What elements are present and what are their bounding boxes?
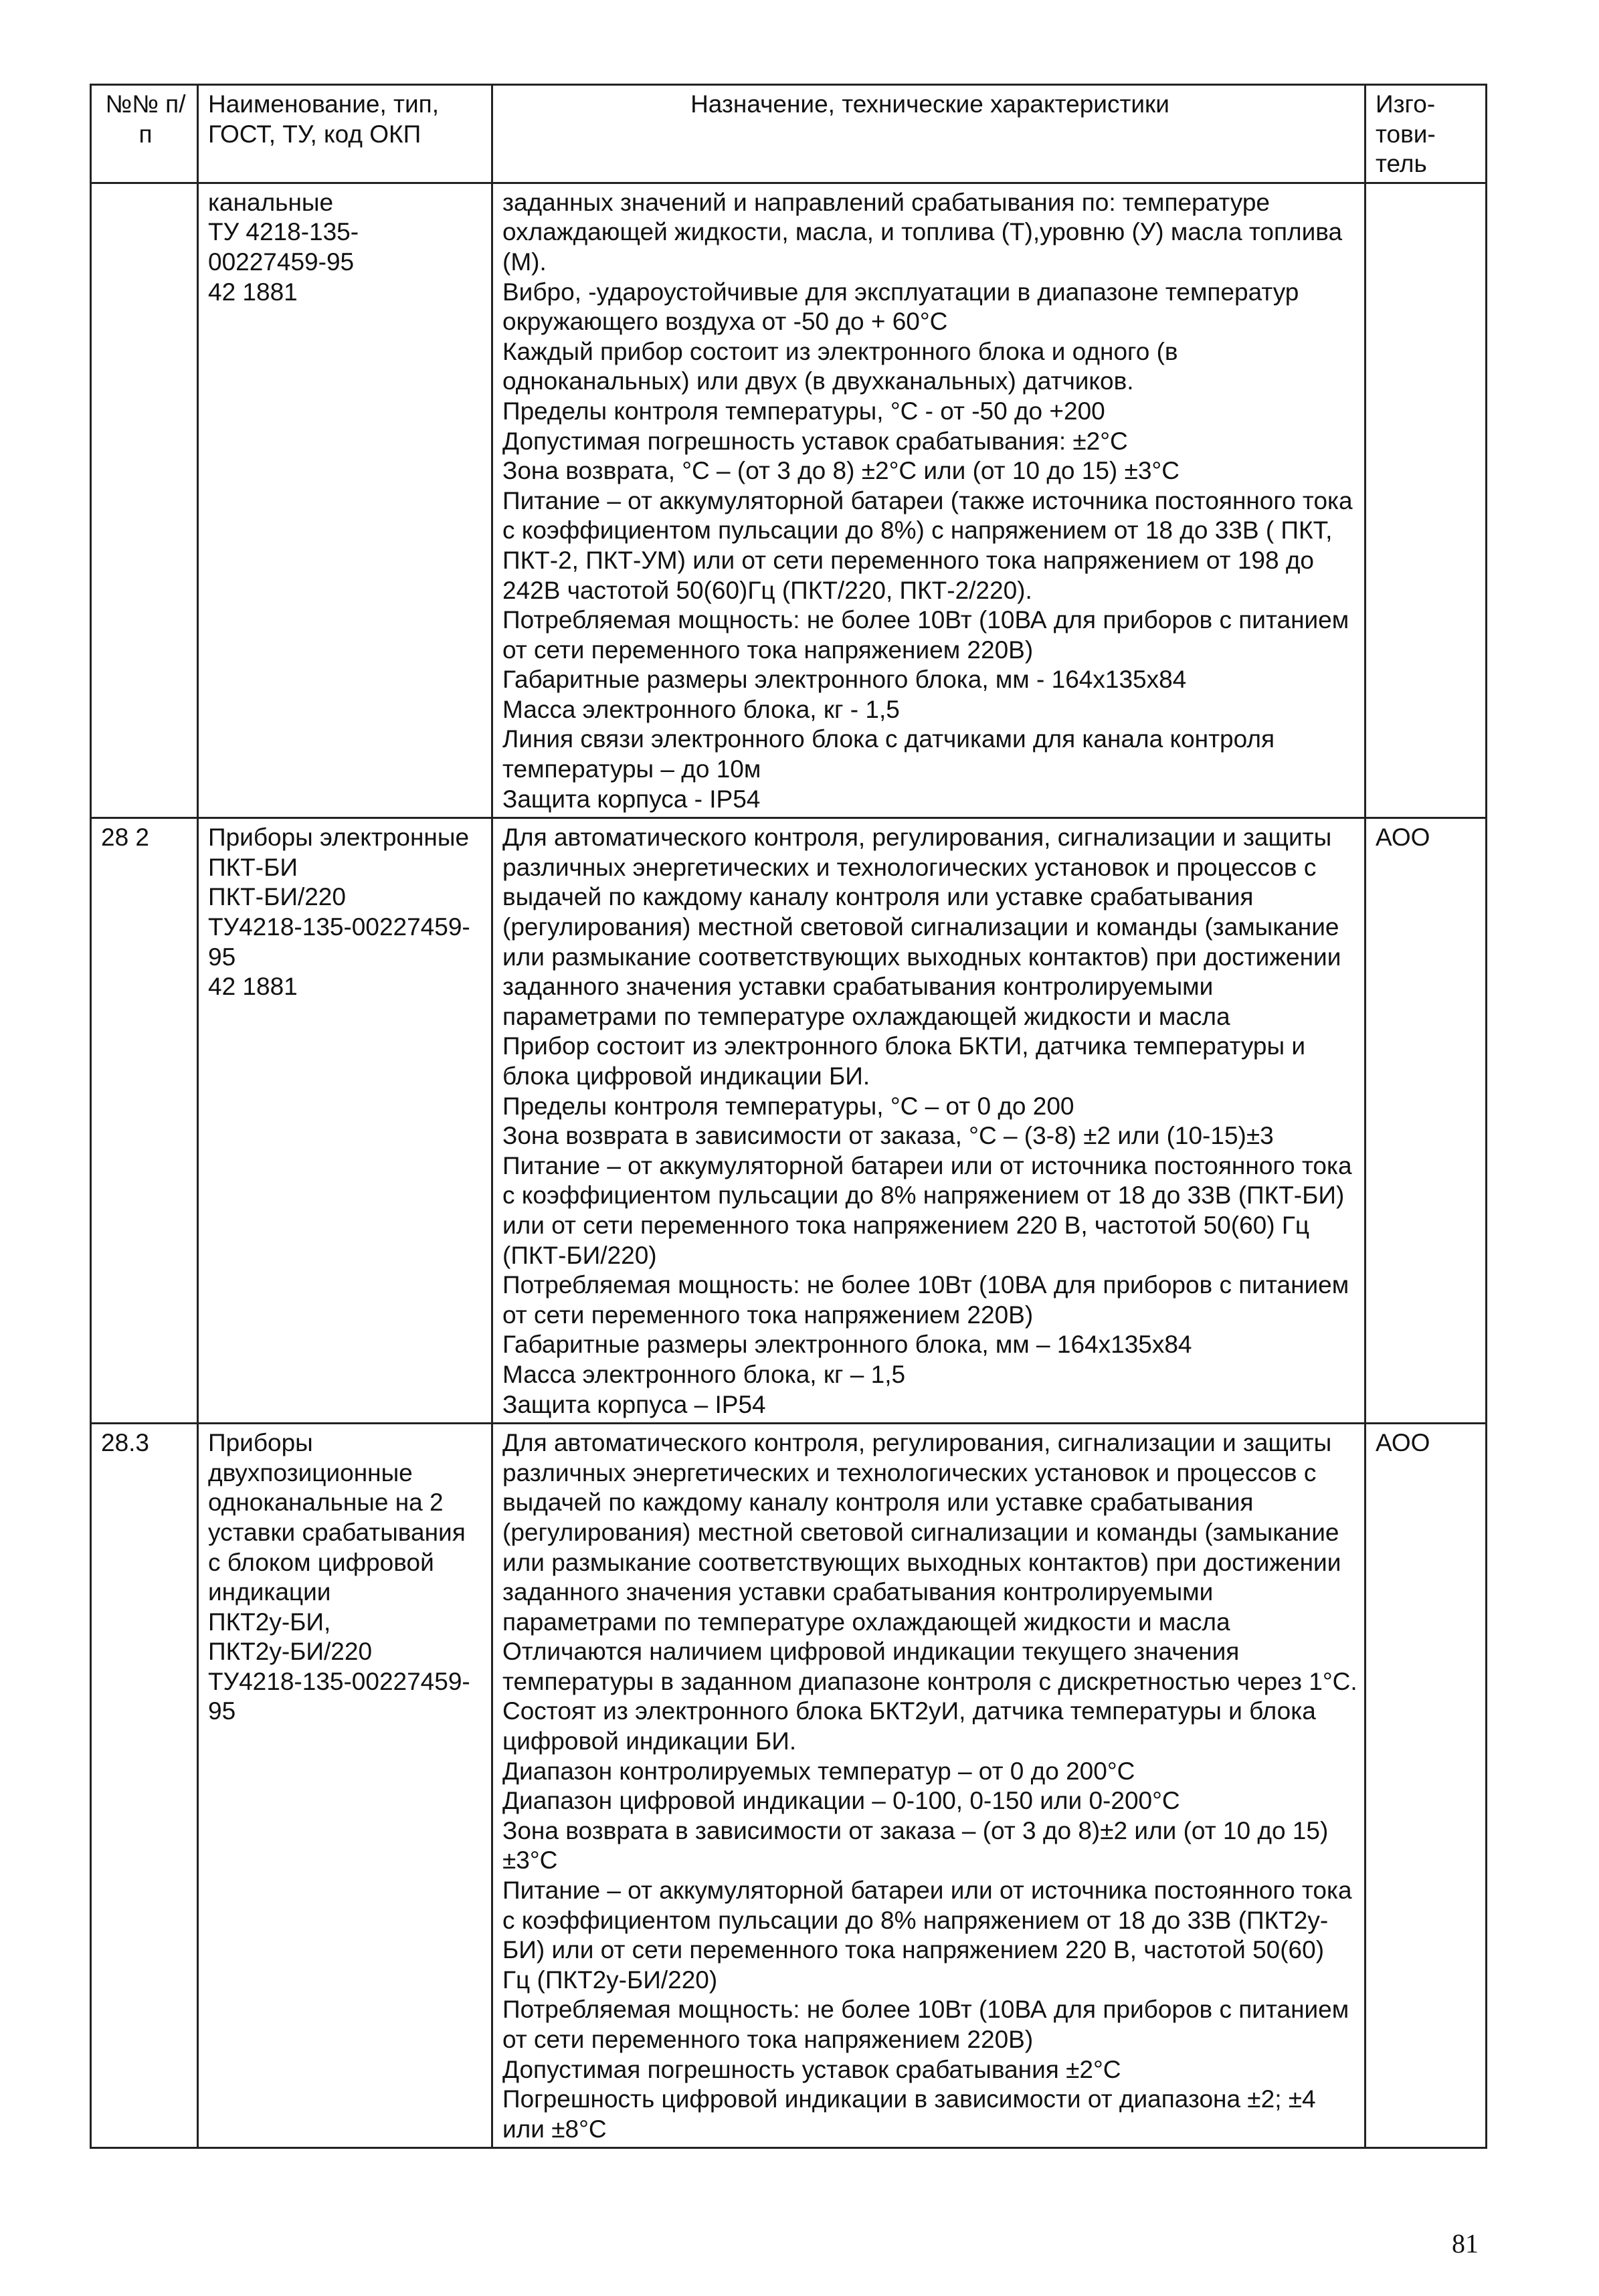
purpose-paragraph: Питание – от аккумуляторной батареи или от источника постоянного тока с коэффициентом пульсации до 8% напряжением от 18 до 33В (ПКТ-БИ) или от сети переменного тока напряжением 220 В, частотой 50(60) Гц (ПКТ-БИ/220) [502, 1151, 1352, 1269]
table-header-row [91, 85, 1487, 183]
purpose-paragraph: Вибро, -ударoустойчивые для эксплуатации в диапазоне температур окружающего воздуха от -50 до + 60°С [502, 278, 1299, 336]
purpose-paragraph: Пределы контроля температуры, °С - от -50 до +200 [502, 397, 1105, 425]
row-purpose [492, 1424, 1366, 2148]
name-line: Приборы двухпозиционные одноканальные на 2 уставки срабатывания с блоком цифровой индикации [208, 1429, 466, 1606]
purpose-paragraph: Допустимая погрешность уставок срабатывания ±2°С [502, 2055, 1121, 2083]
row-maker: АОО [1366, 1424, 1487, 2148]
purpose-paragraph: Габаритные размеры электронного блока, мм - 164х135х84 [502, 666, 1187, 694]
name-line: 42 1881 [208, 973, 298, 1001]
name-line: 42 1881 [208, 278, 298, 306]
purpose-paragraph: Зона возврата в зависимости от заказа, °С – (3-8) ±2 или (10-15)±3 [502, 1122, 1274, 1150]
header-name: Наименование, тип, ГОСТ, ТУ, код ОКП [198, 85, 492, 183]
equipment-table [90, 84, 1487, 2149]
header-num: №№ п/п [91, 85, 198, 183]
purpose-paragraph: Защита корпуса – IP54 [502, 1390, 766, 1418]
row-maker [1366, 183, 1487, 818]
name-line: ПКТ-БИ/220 [208, 883, 346, 911]
row-purpose [492, 183, 1366, 818]
name-line: ПКТ2у-БИ, [208, 1608, 331, 1636]
purpose-paragraph: Для автоматического контроля, регулирования, сигнализации и защиты различных энергетических и технологических установок и процессов с выдачей по каждому каналу контроля или уставке срабатывания (регулирования) местной световой сигнализации и команды (замыкание или размыкание соответствующих выходных контактов) при достижении заданного значения уставки срабатывания контролируемыми параметрами по температуре охлаждающей жидкости и масла [502, 1429, 1341, 1636]
row-name [198, 818, 492, 1424]
purpose-paragraph: Каждый прибор состоит из электронного блока и одного (в одноканальных) или двух (в двухканальных) датчиков. [502, 337, 1178, 395]
purpose-paragraph: Зона возврата, °С – (от 3 до 8) ±2°С или (от 10 до 15) ±3°С [502, 457, 1180, 485]
purpose-paragraph: Диапазон контролируемых температур – от 0 до 200°С [502, 1757, 1135, 1785]
purpose-paragraph: Отличаются наличием цифровой индикации текущего значения температуры в заданном диапазоне контроля с дискретностью через 1°С. [502, 1638, 1357, 1695]
name-line: ТУ4218-135-00227459-95 [208, 913, 470, 971]
purpose-paragraph: заданных значений и направлений срабатывания по: температуре охлаждающей жидкости, масла, и топлива (Т),уровню (У) масла топлива (М). [502, 188, 1343, 276]
purpose-paragraph: Диапазон цифровой индикации – 0-100, 0-150 или 0-200°С [502, 1787, 1180, 1815]
purpose-paragraph: Питание – от аккумуляторной батареи или от источника постоянного тока с коэффициентом пульсации до 8% напряжением от 18 до 33В (ПКТ2у-БИ) или от сети переменного тока напряжением 220 В, частотой 50(60) Гц (ПКТ2у-БИ/220) [502, 1877, 1352, 1994]
purpose-paragraph: Состоят из электронного блока БКТ2уИ, датчика температуры и блока цифровой индикации БИ. [502, 1697, 1316, 1755]
purpose-paragraph: Масса электронного блока, кг – 1,5 [502, 1360, 906, 1388]
row-num [91, 183, 198, 818]
name-line: ТУ 4218-135- [208, 218, 359, 246]
purpose-paragraph: Габаритные размеры электронного блока, мм – 164х135х84 [502, 1331, 1192, 1359]
purpose-paragraph: Потребляемая мощность: не более 10Вт (10ВА для приборов с питанием от сети переменного тока напряжением 220В) [502, 1996, 1349, 2053]
header-maker: Изго- тови- тель [1366, 85, 1487, 183]
name-line: ПКТ-БИ [208, 853, 298, 881]
purpose-paragraph: Зона возврата в зависимости от заказа – (от 3 до 8)±2 или (от 10 до 15)±3°С [502, 1816, 1329, 1875]
table-row [91, 818, 1487, 1424]
row-maker: АОО [1366, 818, 1487, 1424]
name-line: канальные [208, 188, 334, 216]
purpose-paragraph: Для автоматического контроля, регулирования, сигнализации и защиты различных энергетических и технологических установок и процессов с выдачей по каждому каналу контроля или уставке срабатывания (регулирования) местной световой сигнализации и команды (замыкание или размыкание соответствующих выходных контактов) при достижении заданного значения уставки срабатывания контролируемыми параметрами по температуре охлаждающей жидкости и масла [502, 824, 1341, 1030]
purpose-paragraph: Масса электронного блока, кг - 1,5 [502, 695, 900, 723]
header-purpose: Назначение, технические характеристики [492, 85, 1366, 183]
purpose-paragraph: Питание – от аккумуляторной батареи (также источника постоянного тока с коэффициентом пульсации до 8%) с напряжением от 18 до 33В ( ПКТ, ПКТ-2, ПКТ-УМ) или от сети переменного тока напряжением от 198 до 242В частотой 50(60)Гц (ПКТ/220, ПКТ-2/220). [502, 486, 1353, 604]
purpose-paragraph: Потребляемая мощность: не более 10Вт (10ВА для приборов с питанием от сети переменного тока напряжением 220В) [502, 1271, 1349, 1329]
purpose-paragraph: Потребляемая мощность: не более 10Вт (10ВА для приборов с питанием от сети переменного тока напряжением 220В) [502, 606, 1349, 664]
purpose-paragraph: Линия связи электронного блока с датчиками для канала контроля температуры – до 10м [502, 725, 1275, 783]
purpose-paragraph: Допустимая погрешность уставок срабатывания: ±2°С [502, 427, 1128, 455]
purpose-paragraph: Погрешность цифровой индикации в зависимости от диапазона ±2; ±4 или ±8°С [502, 2085, 1316, 2143]
row-name [198, 183, 492, 818]
purpose-paragraph: Пределы контроля температуры, °С – от 0 до 200 [502, 1092, 1074, 1120]
row-purpose [492, 818, 1366, 1424]
table-row [91, 1424, 1487, 2148]
row-name [198, 1424, 492, 2148]
name-line: ТУ4218-135-00227459-95 [208, 1667, 470, 1725]
name-line: Приборы электронные [208, 824, 470, 852]
row-num: 28.3 [91, 1424, 198, 2148]
name-line: ПКТ2у-БИ/220 [208, 1638, 373, 1666]
table-row [91, 183, 1487, 818]
purpose-paragraph: Прибор состоит из электронного блока БКТИ, датчика температуры и блока цифровой индикации БИ. [502, 1032, 1306, 1090]
purpose-paragraph: Защита корпуса - IP54 [502, 785, 761, 813]
row-num: 28 2 [91, 818, 198, 1424]
page-number: 81 [1452, 2228, 1479, 2259]
name-line: 00227459-95 [208, 248, 355, 276]
